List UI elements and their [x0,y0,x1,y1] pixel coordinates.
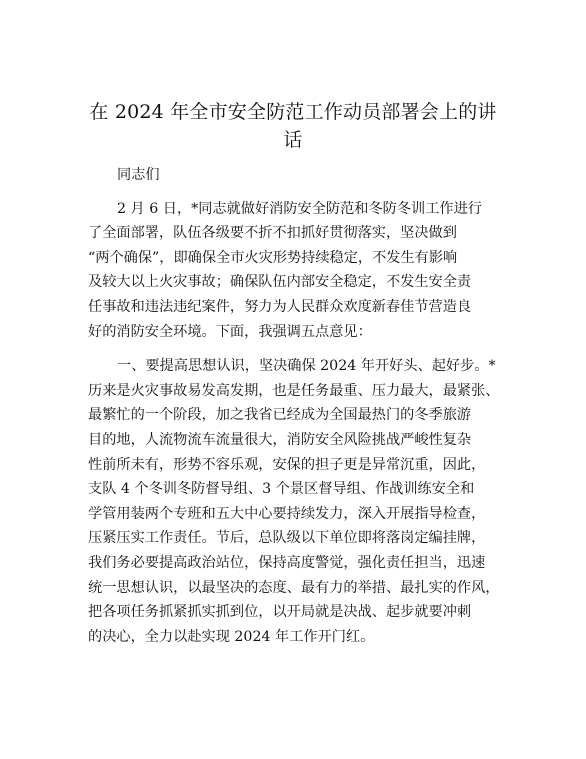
paragraph-line: 学管用装两个专班和五大中心要持续发力，深入开展指导检查， [88,505,486,522]
paragraph-line: 统一思想认识，以最坚决的态度、最有力的举措、最扎实的作风， [88,579,500,596]
paragraph-line: 了全面部署，队伍各级要不折不扣抓好贯彻落实，坚决做到 [88,225,457,242]
paragraph-point-one [88,354,513,649]
paragraph-line: 任事故和违法违纪案件，努力为人民群众欢度新春佳节营造良 [88,298,472,315]
paragraph-line: 把各项任务抓紧抓实抓到位，以开局就是决战、起步就要冲刺 [88,604,472,621]
paragraph-line: 压紧压实工作责任。节后，总队级以下单位即将落岗定编挂牌， [88,530,486,547]
paragraph-line: 性前所未有，形势不容乐观，安保的担子更是异常沉重，因此， [88,456,486,473]
paragraph-line: 2 月 6 日，*同志就做好消防安全防范和冬防冬训工作进行 [117,200,482,217]
document-title [82,98,504,154]
title-line-1: 在 2024 年全市安全防范工作动员部署会上的讲 [89,101,497,123]
paragraph-line: 历来是火灾事故易发高发期，也是任务最重、压力最大，最紧张、 [88,382,500,399]
salutation: 同志们 [117,167,160,183]
paragraph-line: 支队 4 个冬训冬防督导组、3 个景区督导组、作战训练安全和 [88,481,475,498]
title-line-2: 话 [283,129,303,151]
paragraph-line: 一、要提高思想认识，坚决确保 2024 年开好头、起好步。* [117,358,496,375]
document-body [88,163,513,649]
paragraph-line: 好的消防安全环境。下面，我强调五点意见： [88,323,372,340]
paragraph-line: 的决心，全力以赴实现 2024 年工作开门红。 [88,628,375,645]
paragraph-intro [88,197,513,345]
paragraph-line: 及较大以上火灾事故；确保队伍内部安全稳定，不发生安全责 [88,274,472,291]
paragraph-line: 最繁忙的一个阶段，加之我省已经成为全国最热门的冬季旅游 [88,407,472,424]
paragraph-line: 目的地，人流物流车流量很大，消防安全风险挑战严峻性复杂 [88,431,472,448]
paragraph-line: “两个确保”，即确保全市火灾形势持续稳定，不发生有影响 [88,249,458,266]
paragraph-line: 我们务必要提高政治站位，保持高度警觉，强化责任担当，迅速 [88,554,486,571]
